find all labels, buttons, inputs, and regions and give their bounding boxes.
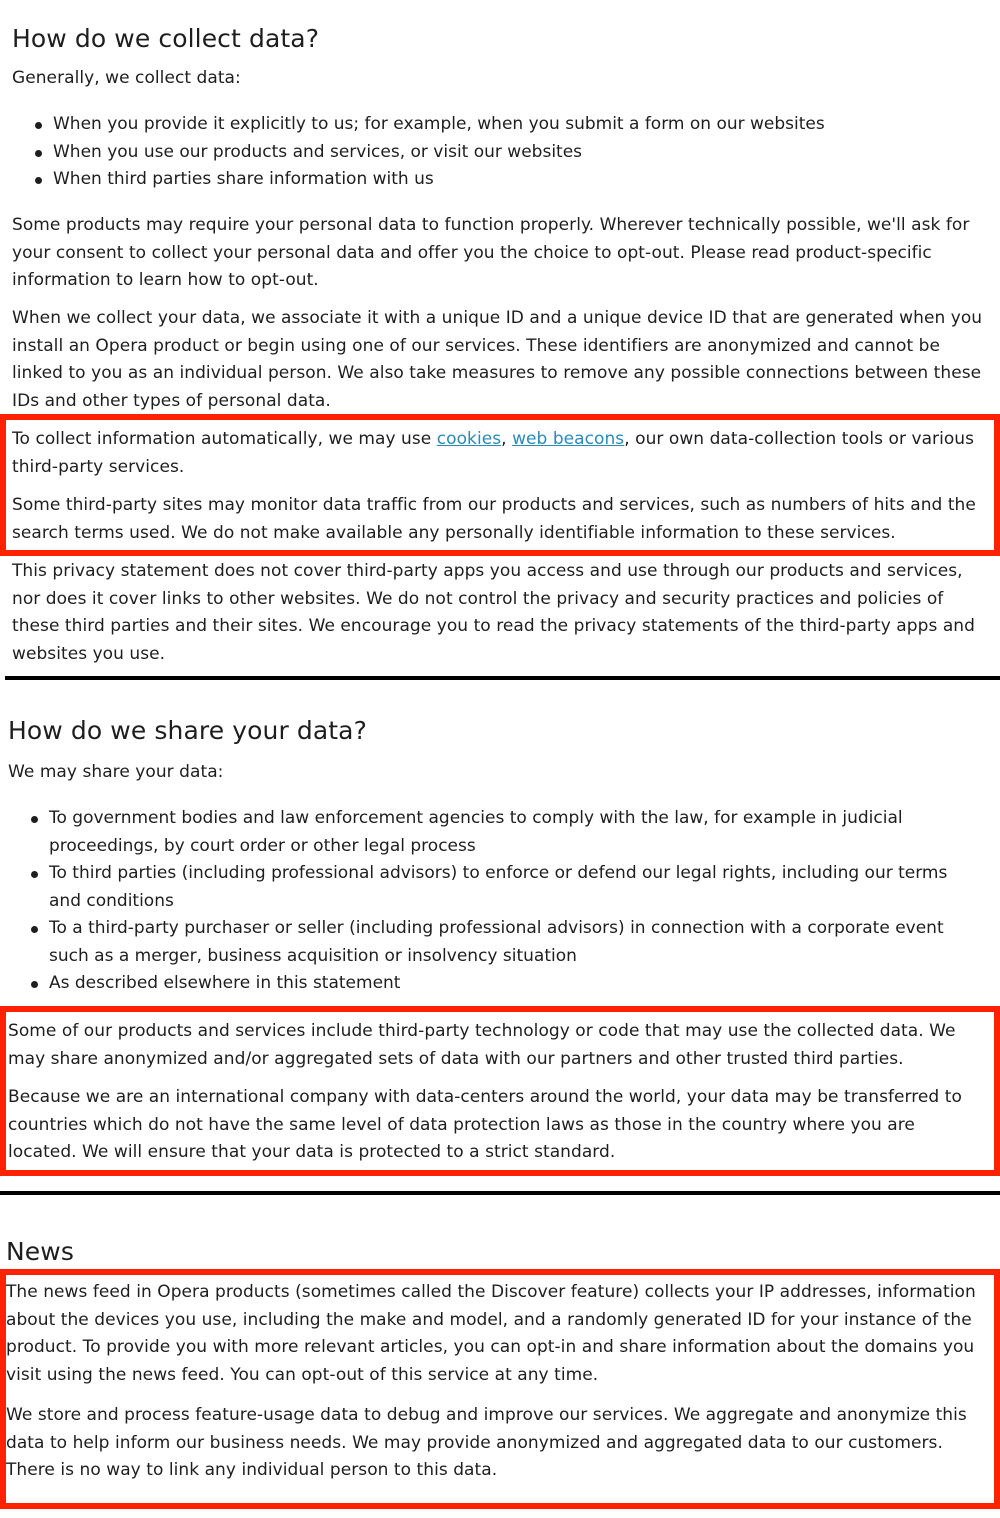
news-paragraph-feed: The news feed in Opera products (sometimes called the Discover feature) collects your IP addresses, information about the devices you use, including the make and model, and a randomly generated ID for your instance of the product. To provide you with more relevant articles, you can opt-in and share information about the domains you visit using the news feed. You can opt-out of this service at any time.: [6, 1282, 976, 1385]
section-divider: [5, 676, 1000, 680]
automatic-text-start: To collect information automatically, we may use: [12, 429, 437, 449]
collect-paragraph-monitoring: Some third-party sites may monitor data traffic from our products and services, such as numbers of hits and the search terms used. We do not make available any personally identifiable information to these services.: [12, 495, 976, 543]
web-beacons-link[interactable]: web beacons: [512, 429, 625, 449]
share-bullet-list: [8, 805, 983, 998]
collect-heading: How do we collect data?: [12, 24, 320, 53]
list-item: To third parties (including professional advisors) to enforce or defend our legal rights, including our terms and conditions: [8, 860, 983, 915]
link-separator: ,: [501, 429, 513, 449]
collect-paragraph-automatic: [12, 426, 992, 481]
list-item: When third parties share information with us: [12, 166, 992, 194]
cookies-link[interactable]: cookies: [436, 429, 502, 449]
collect-bullet-list: [12, 111, 992, 194]
collect-paragraph-third-party-apps: This privacy statement does not cover third-party apps you access and use through our products and services, nor does it cover links to other websites. We do not control the privacy and security practices and policies of these third parties and their sites. We encourage you to read the privacy statements of the third-party apps and websites you use.: [12, 561, 975, 664]
share-heading: How do we share your data?: [8, 716, 367, 745]
list-item: As described elsewhere in this statement: [8, 970, 983, 998]
share-intro: We may share your data:: [8, 762, 224, 782]
share-paragraph-third-party: Some of our products and services include third-party technology or code that may use the collected data. We may share anonymized and/or aggregated sets of data with our partners and other trusted third parties.: [8, 1021, 956, 1069]
collect-intro: Generally, we collect data:: [12, 68, 241, 88]
news-paragraph-usage: We store and process feature-usage data to debug and improve our services. We aggregate and anonymize this data to help inform our business needs. We may provide anonymized and aggregated data to our customers. There is no way to link any individual person to this data.: [6, 1405, 967, 1480]
list-item: When you provide it explicitly to us; for example, when you submit a form on our websites: [12, 111, 992, 139]
section-divider: [0, 1191, 1000, 1195]
collect-paragraph-consent: Some products may require your personal data to function properly. Wherever technically possible, we'll ask for your consent to collect your personal data and offer you the choice to opt-out. Please read product-specific information to learn how to opt-out.: [12, 215, 970, 290]
list-item: When you use our products and services, or visit our websites: [12, 139, 992, 167]
collect-paragraph-identifiers: When we collect your data, we associate it with a unique ID and a unique device ID that are generated when you install an Opera product or begin using one of our services. These identifiers are anonymized and cannot be linked to you as an individual person. We also take measures to remove any possible connections between these IDs and other types of personal data.: [12, 308, 983, 411]
news-heading: News: [6, 1237, 74, 1266]
automatic-text-end: , our own data-collection tools or various third-party services.: [12, 429, 975, 477]
share-paragraph-international: Because we are an international company with data-centers around the world, your data may be transferred to countries which do not have the same level of data protection laws as those in the country where you are located. We will ensure that your data is protected to a strict standard.: [8, 1087, 962, 1162]
list-item: To a third-party purchaser or seller (including professional advisors) in connection with a corporate event such as a merger, business acquisition or insolvency situation: [8, 915, 983, 970]
list-item: To government bodies and law enforcement agencies to comply with the law, for example in judicial proceedings, by court order or other legal process: [8, 805, 983, 860]
